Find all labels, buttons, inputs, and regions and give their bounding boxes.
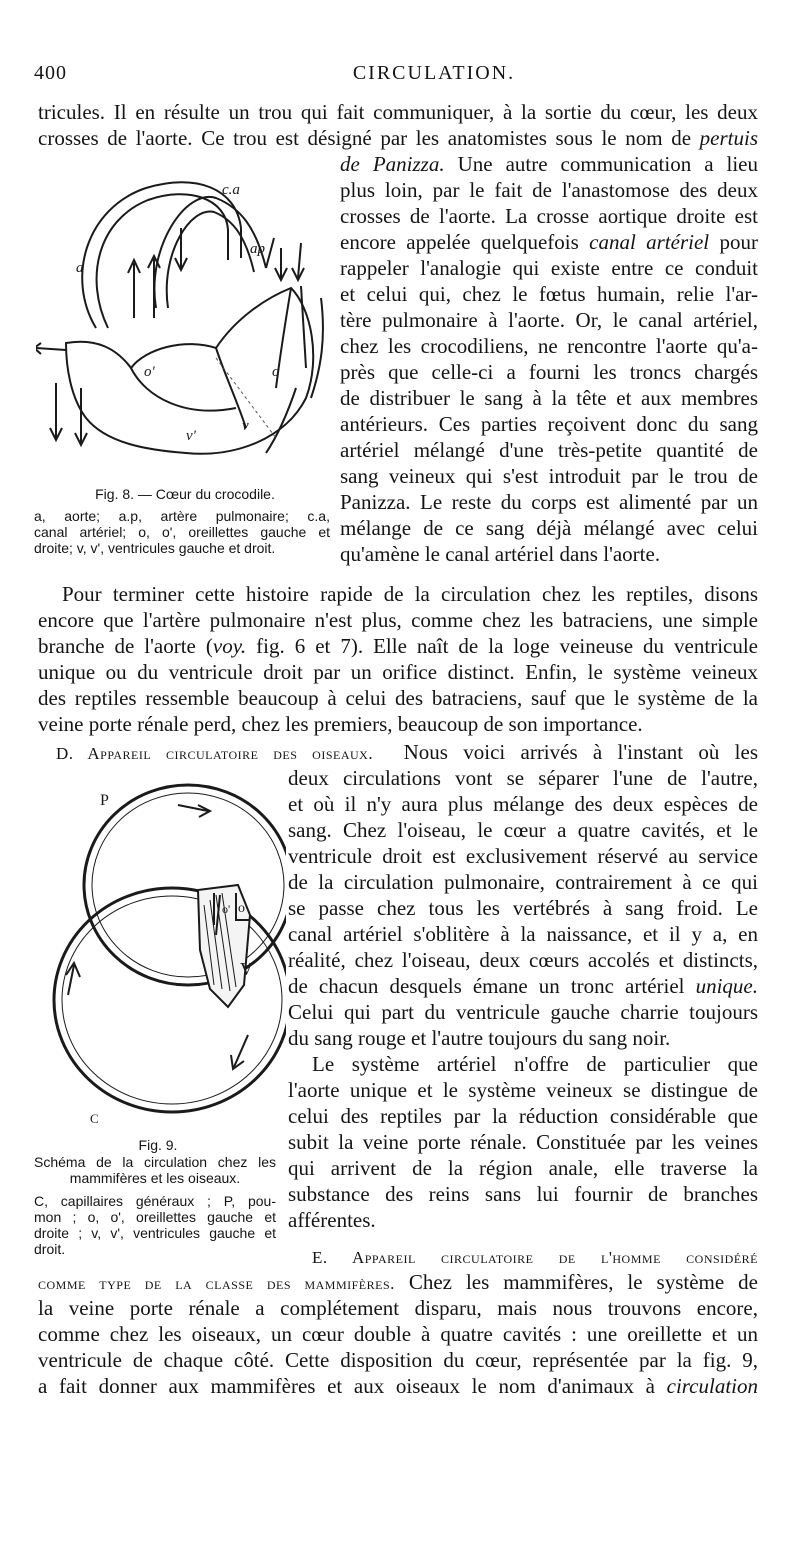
- text-line: encore que l'artère pulmonaire n'est plus, comme chez les batraciens, une simple: [38, 608, 758, 632]
- text-line: crosses de l'aorte. La crosse aortique droite est: [340, 204, 758, 228]
- text-line: tère pulmonaire à l'aorte. Or, le canal artériel,: [340, 308, 758, 332]
- crocodile-heart-drawing: [36, 168, 332, 468]
- section-e-heading-line: [312, 1244, 758, 1270]
- text-line: artériel mélangé d'une très-petite quantité de: [340, 438, 758, 462]
- text-line: chez les crocodiliens, ne rencontre l'aorte qu'a-: [340, 334, 758, 358]
- figure-9-caption-line: Schéma de la circulation chez les: [34, 1154, 276, 1170]
- text-line: subit la veine porte rénale. Constituée par les veines: [288, 1130, 758, 1154]
- text-line: près que celle-ci a fourni les troncs chargés: [340, 360, 758, 384]
- text-line: qui arrivent de la région anale, elle traverse la: [288, 1156, 758, 1180]
- label-v-prime: v': [186, 428, 196, 444]
- section-d-first-line: D. Appareil circulatoire des oiseaux. Nous voici arrivés à l'instant où les: [56, 740, 758, 764]
- figure-9-caption-line: droit.: [34, 1241, 66, 1257]
- text-line: mélange de ce sang déjà mélangé avec celui: [340, 516, 758, 540]
- label-V: V: [240, 959, 253, 979]
- text-line: deux circulations vont se séparer l'une de l'autre,: [288, 766, 758, 790]
- text-line: Le système artériel n'offre de particulier que: [312, 1052, 758, 1076]
- text-line: se passe chez tous les vertébrés à sang froid. Le: [288, 896, 758, 920]
- text-line: Celui qui part du ventricule gauche charrie toujours: [288, 1000, 758, 1024]
- section-e-heading: E. Appareil circulatoire de l'homme considéré: [312, 1248, 758, 1267]
- label-o-prime: o': [144, 364, 155, 380]
- running-head: [34, 62, 752, 90]
- label-ca: c.a: [222, 182, 240, 198]
- text-line: la veine porte rénale a complétement disparu, mais nous trouvons encore,: [38, 1296, 758, 1320]
- text-line: l'aorte unique et le système veineux se distingue de: [288, 1078, 758, 1102]
- figure-8-caption-line: a, aorte; a.p, artère pulmonaire; c.a,: [34, 508, 330, 524]
- text-line: afférentes.: [288, 1208, 376, 1232]
- text-line: sang veineux qui s'est introduit par le trou de: [340, 464, 758, 488]
- figure-8-caption-title: Fig. 8. — Cœur du crocodile.: [95, 486, 275, 502]
- label-ap: ap: [250, 241, 265, 257]
- text-line: réalité, chez l'oiseau, deux cœurs accolés et distincts,: [288, 948, 758, 972]
- text-line: celui des reptiles par la réduction considérable que: [288, 1104, 758, 1128]
- text-line: tricules. Il en résulte un trou qui fait communiquer, à la sortie du cœur, les deux: [38, 100, 758, 124]
- text-line: veine porte rénale perd, chez les premiers, beaucoup de son importance.: [38, 712, 643, 736]
- label-o-prime: o': [222, 902, 231, 916]
- text-line: Panizza. Le reste du corps est alimenté par un: [340, 490, 758, 514]
- text-line: de chacun desquels émane un tronc artériel unique.: [288, 974, 758, 998]
- figure-9-caption-line: droite ; v, v', ventricules gauche et: [34, 1225, 276, 1241]
- running-title: CIRCULATION.: [352, 62, 516, 84]
- text-line: substance des reins sans lui fournir de branches: [288, 1182, 758, 1206]
- text-line: antérieurs. Ces parties reçoivent donc du sang: [340, 412, 758, 436]
- label-C: C: [90, 1111, 99, 1126]
- label-o: o: [272, 364, 280, 380]
- label-v: v: [242, 418, 249, 434]
- label-P: P: [100, 792, 109, 809]
- figure-8-caption-line: canal artériel; o, o', oreillettes gauche et: [34, 524, 330, 540]
- text-line: comme chez les oiseaux, un cœur double à quatre cavités : une oreillette et un: [38, 1322, 758, 1346]
- page-number: 400: [34, 62, 67, 84]
- text-line: rappeler l'analogie qui existe entre ce conduit: [340, 256, 758, 280]
- text-line: de Panizza. Une autre communication a lieu: [340, 152, 759, 176]
- text-line: Pour terminer cette histoire rapide de la circulation chez les reptiles, disons: [62, 582, 758, 606]
- text-line: canal artériel s'oblitère à la naissance, et il y a, en: [288, 922, 758, 946]
- section-d-heading: D. Appareil circulatoire des oiseaux.: [56, 744, 374, 763]
- figure-9-caption-line: mammifères et les oiseaux.: [69, 1170, 241, 1186]
- text-line: crosses de l'aorte. Ce trou est désigné par les anatomistes sous le nom de pertuis: [38, 126, 758, 150]
- text-line: ventricule de chaque côté. Cette disposition du cœur, représentée par la fig. 9,: [38, 1348, 758, 1372]
- figure-8-crocodile-heart: [36, 168, 332, 468]
- label-o: o: [238, 901, 245, 916]
- text-line: unique ou du ventricule droit par un orifice distinct. Enfin, le système veineux: [38, 660, 758, 684]
- circulation-schema-drawing: [38, 775, 286, 1135]
- text-line: plus loin, par le fait de l'anastomose des deux: [340, 178, 758, 202]
- figure-8-caption-line: droite; v, v', ventricules gauche et droit.: [34, 540, 276, 556]
- text-line: encore appelée quelquefois canal artériel pour: [340, 230, 758, 254]
- section-e-heading-continued: comme type de la classe des mammifères.: [38, 1274, 395, 1293]
- figure-9-caption-title: Fig. 9.: [138, 1137, 178, 1153]
- text-line: et celui qui, chez le fœtus humain, relie l'ar-: [340, 282, 758, 306]
- text-line: du sang rouge et l'autre toujours du sang noir.: [288, 1026, 671, 1050]
- figure-9-caption-line: C, capillaires généraux ; P, pou-: [34, 1193, 276, 1209]
- text-line: qu'amène le canal artériel dans l'aorte.: [340, 542, 661, 566]
- text-line: et où il n'y aura plus mélange des deux espèces de: [288, 792, 758, 816]
- text-line: ventricule droit est exclusivement réservé au service: [288, 844, 758, 868]
- text-line: de la circulation pulmonaire, contrairement à ce qui: [288, 870, 758, 894]
- text-line: a fait donner aux mammifères et aux oiseaux le nom d'animaux à circulation: [38, 1374, 758, 1398]
- text-line: comme type de la classe des mammifères. Chez les mammifères, le système de: [38, 1270, 758, 1294]
- label-a: a: [76, 260, 84, 276]
- text-line: sang. Chez l'oiseau, le cœur a quatre cavités, et le: [288, 818, 758, 842]
- figure-9-caption-line: mon ; o, o', oreillettes gauche et: [34, 1209, 276, 1225]
- text-line: des reptiles ressemble beaucoup à celui des batraciens, sauf que le système de la: [38, 686, 758, 710]
- figure-9-circulation-schema: [38, 775, 286, 1135]
- text-line: de distribuer le sang à la tête et aux membres: [340, 386, 758, 410]
- text-line: branche de l'aorte (voy. fig. 6 et 7). Elle naît de la loge veineuse du ventricule: [38, 634, 759, 658]
